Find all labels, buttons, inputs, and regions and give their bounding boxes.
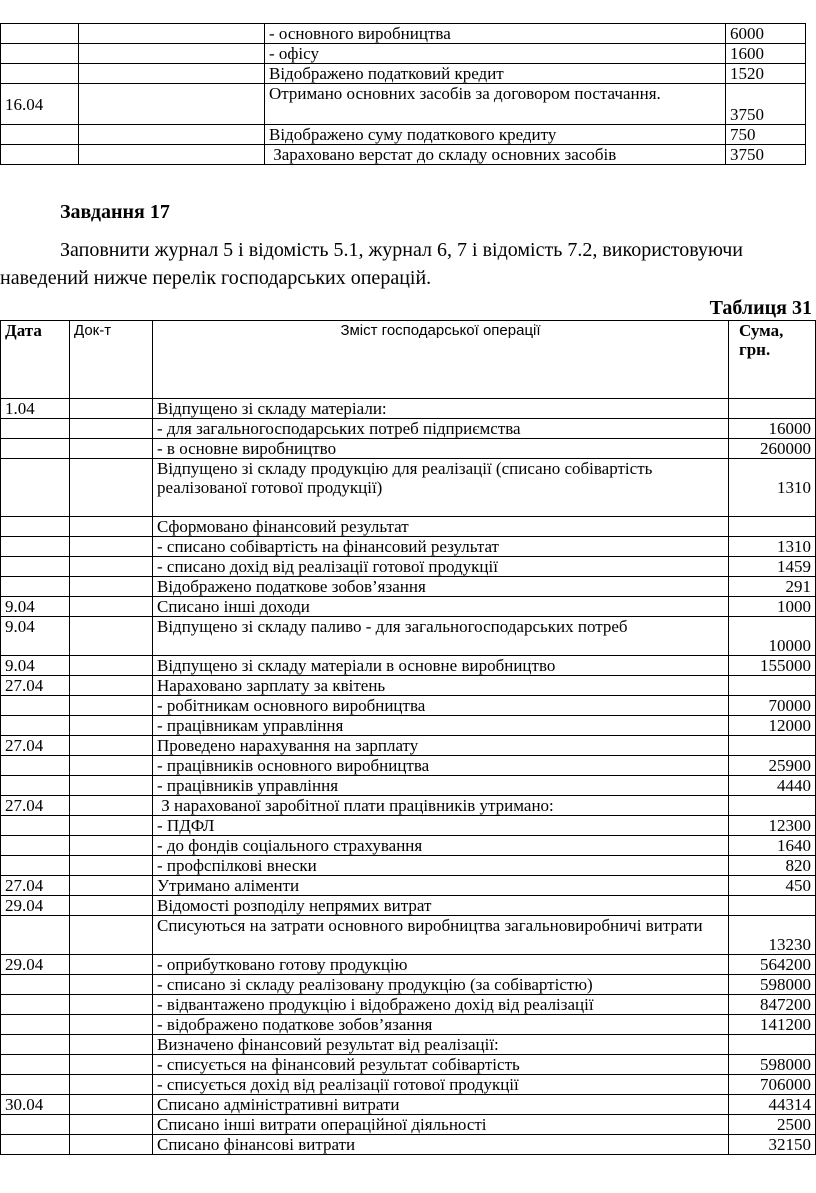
doc-cell [70,916,153,955]
doc-cell [70,656,153,676]
top-operations-table [0,23,806,165]
sum-cell: 10000 [729,617,816,656]
sum-cell: 450 [729,876,816,896]
doc-cell [79,24,265,44]
date-cell [1,756,70,776]
date-cell [1,557,70,577]
text-cell: Зараховано верстат до складу основних засобів [265,145,726,165]
date-cell: 29.04 [1,955,70,975]
sum-cell: 820 [729,856,816,876]
doc-cell [70,617,153,656]
doc-cell [70,517,153,537]
date-cell [1,419,70,439]
table-row [1,656,816,676]
doc-cell [70,1075,153,1095]
operations-body [1,399,816,1155]
table-row [1,537,816,557]
text-cell: Відображено податковий кредит [265,64,726,84]
table-row [1,1075,816,1095]
date-cell [1,125,79,145]
sum-cell: 564200 [729,955,816,975]
sum-cell: 32150 [729,1135,816,1155]
date-cell [1,44,79,64]
doc-cell [70,1135,153,1155]
table-row [1,84,806,125]
table-row [1,1115,816,1135]
header-content: Зміст господарської операції [153,321,729,399]
text-cell: - списано дохід від реалізації готової продукції [153,557,729,577]
table-row [1,975,816,995]
doc-cell [70,399,153,419]
sum-cell: 706000 [729,1075,816,1095]
sum-cell: 598000 [729,975,816,995]
table-header-row [1,321,816,399]
doc-cell [79,44,265,64]
date-cell [1,975,70,995]
table-row [1,896,816,916]
text-cell: - працівників управління [153,776,729,796]
date-cell: 29.04 [1,896,70,916]
table-row [1,676,816,696]
sum-cell [729,517,816,537]
text-cell: Списано фінансові витрати [153,1135,729,1155]
date-cell [1,916,70,955]
text-cell: - профспілкові внески [153,856,729,876]
doc-cell [70,439,153,459]
header-sum: Сума, грн. [729,321,816,399]
table-row [1,796,816,816]
header-doc: Док-т [70,321,153,399]
date-cell [1,1115,70,1135]
table-row [1,716,816,736]
text-cell: - оприбутковано готову продукцію [153,955,729,975]
text-cell: - відвантажено продукцію і відображено дохід від реалізації [153,995,729,1015]
sum-cell: 4440 [729,776,816,796]
sum-cell [729,896,816,916]
sum-cell: 70000 [729,696,816,716]
table-row [1,125,806,145]
sum-cell: 3750 [726,145,806,165]
text-cell: - в основне виробництво [153,439,729,459]
text-cell: - списується на фінансовий результат собівартість [153,1055,729,1075]
doc-cell [70,419,153,439]
doc-cell [70,1055,153,1075]
table-row [1,577,816,597]
date-cell [1,1135,70,1155]
table-row [1,696,816,716]
text-cell: Списано інші доходи [153,597,729,617]
doc-cell [70,1015,153,1035]
text-cell: - ПДФЛ [153,816,729,836]
sum-cell: 13230 [729,916,816,955]
date-cell [1,517,70,537]
doc-cell [70,1115,153,1135]
date-cell: 30.04 [1,1095,70,1115]
text-cell: - працівників основного виробництва [153,756,729,776]
doc-cell [79,64,265,84]
table-caption: Таблиця 31 [709,297,812,319]
date-cell [1,145,79,165]
text-cell: Відомості розподілу непрямих витрат [153,896,729,916]
text-cell: Сформовано фінансовий результат [153,517,729,537]
date-cell [1,816,70,836]
text-cell: - списано зі складу реалізовану продукцію (за собівартістю) [153,975,729,995]
doc-cell [70,876,153,896]
sum-cell [729,676,816,696]
date-cell: 9.04 [1,656,70,676]
doc-cell [79,145,265,165]
table-row [1,756,816,776]
text-cell: - списується дохід від реалізації готової продукції [153,1075,729,1095]
sum-cell: 2500 [729,1115,816,1135]
table-row [1,517,816,537]
sum-cell: 1600 [726,44,806,64]
doc-cell [70,716,153,736]
text-cell: З нарахованої заробітної плати працівників утримано: [153,796,729,816]
table-row [1,24,806,44]
date-cell: 9.04 [1,617,70,656]
sum-cell: 141200 [729,1015,816,1035]
doc-cell [70,597,153,617]
table-row [1,856,816,876]
sum-cell: 1640 [729,836,816,856]
date-cell [1,716,70,736]
doc-cell [70,995,153,1015]
task-description: Заповнити журнал 5 і відомість 5.1, журнал 6, 7 і відомість 7.2, використовуючи наведений нижче перелік господарських операцій. [0,239,743,289]
table-row [1,459,816,517]
table-row [1,916,816,955]
doc-cell [70,896,153,916]
sum-cell: 3750 [726,84,806,125]
sum-cell: 16000 [729,419,816,439]
sum-cell: 1310 [729,537,816,557]
date-cell [1,64,79,84]
text-cell: Нараховано зарплату за квітень [153,676,729,696]
sum-cell: 155000 [729,656,816,676]
table-row [1,736,816,756]
date-cell [1,856,70,876]
date-cell: 27.04 [1,796,70,816]
sum-cell [729,399,816,419]
doc-cell [70,756,153,776]
task-title: Завдання 17 [60,201,170,223]
doc-cell [70,696,153,716]
date-cell: 27.04 [1,876,70,896]
text-cell: Відпущено зі складу продукцію для реалізації (списано собівартість реалізованої готової продукції) [153,459,729,517]
date-cell: 16.04 [1,84,79,125]
date-cell [1,439,70,459]
text-cell: Відпущено зі складу паливо - для загальногосподарських потреб [153,617,729,656]
table-row [1,1135,816,1155]
text-cell: Списано інші витрати операційної діяльності [153,1115,729,1135]
doc-cell [79,125,265,145]
doc-cell [70,856,153,876]
header-date: Дата [1,321,70,399]
date-cell [1,836,70,856]
text-cell: - для загальногосподарських потреб підприємства [153,419,729,439]
table-row [1,816,816,836]
sum-cell: 1000 [729,597,816,617]
date-cell [1,577,70,597]
date-cell [1,537,70,557]
sum-cell: 1520 [726,64,806,84]
text-cell: Відпущено зі складу матеріали: [153,399,729,419]
table-row [1,145,806,165]
table-row [1,776,816,796]
sum-cell: 1459 [729,557,816,577]
doc-cell [70,955,153,975]
date-cell [1,696,70,716]
table-row [1,419,816,439]
table-row [1,995,816,1015]
table-row [1,399,816,419]
doc-cell [70,577,153,597]
table-row [1,597,816,617]
sum-cell: 260000 [729,439,816,459]
sum-cell: 291 [729,577,816,597]
table-row [1,557,816,577]
table-row [1,44,806,64]
doc-cell [70,459,153,517]
doc-cell [70,836,153,856]
text-cell: Відпущено зі складу матеріали в основне виробництво [153,656,729,676]
sum-cell [729,1035,816,1055]
date-cell: 1.04 [1,399,70,419]
table-row [1,1055,816,1075]
doc-cell [70,816,153,836]
date-cell: 27.04 [1,736,70,756]
sum-cell: 847200 [729,995,816,1015]
sum-cell: 12000 [729,716,816,736]
date-cell: 9.04 [1,597,70,617]
sum-cell [729,736,816,756]
doc-cell [79,84,265,125]
text-cell: Проведено нарахування на зарплату [153,736,729,756]
text-cell: Визначено фінансовий результат від реалізації: [153,1035,729,1055]
doc-cell [70,1035,153,1055]
text-cell: - до фондів соціального страхування [153,836,729,856]
sum-cell: 750 [726,125,806,145]
table-row [1,64,806,84]
date-cell [1,1035,70,1055]
text-cell: - списано собівартість на фінансовий результат [153,537,729,557]
table-row [1,1015,816,1035]
text-cell: Відображено податкове зобов’язання [153,577,729,597]
table-row [1,955,816,975]
sum-cell [729,796,816,816]
date-cell [1,1075,70,1095]
date-cell [1,995,70,1015]
sum-cell: 598000 [729,1055,816,1075]
doc-cell [70,676,153,696]
text-cell: - працівникам управління [153,716,729,736]
text-cell: - основного виробництва [265,24,726,44]
sum-cell: 25900 [729,756,816,776]
date-cell [1,459,70,517]
text-cell: Утримано аліменти [153,876,729,896]
text-cell: Списуються на затрати основного виробництва загальновиробничі витрати [153,916,729,955]
table-row [1,617,816,656]
table-row [1,439,816,459]
text-cell: - офісу [265,44,726,64]
text-cell: Списано адміністративні витрати [153,1095,729,1115]
text-cell: - робітникам основного виробництва [153,696,729,716]
doc-cell [70,975,153,995]
doc-cell [70,736,153,756]
text-cell: Відображено суму податкового кредиту [265,125,726,145]
doc-cell [70,1095,153,1115]
operations-table [0,320,816,1155]
table-row [1,876,816,896]
date-cell [1,24,79,44]
date-cell [1,776,70,796]
text-cell: Отримано основних засобів за договором постачання. [265,84,726,125]
date-cell [1,1015,70,1035]
sum-cell: 12300 [729,816,816,836]
doc-cell [70,796,153,816]
table-row [1,1035,816,1055]
sum-cell: 6000 [726,24,806,44]
sum-cell: 44314 [729,1095,816,1115]
doc-cell [70,537,153,557]
sum-cell: 1310 [729,459,816,517]
table-row [1,1095,816,1115]
text-cell: - відображено податкове зобов’язання [153,1015,729,1035]
doc-cell [70,557,153,577]
date-cell: 27.04 [1,676,70,696]
table-row [1,836,816,856]
date-cell [1,1055,70,1075]
doc-cell [70,776,153,796]
